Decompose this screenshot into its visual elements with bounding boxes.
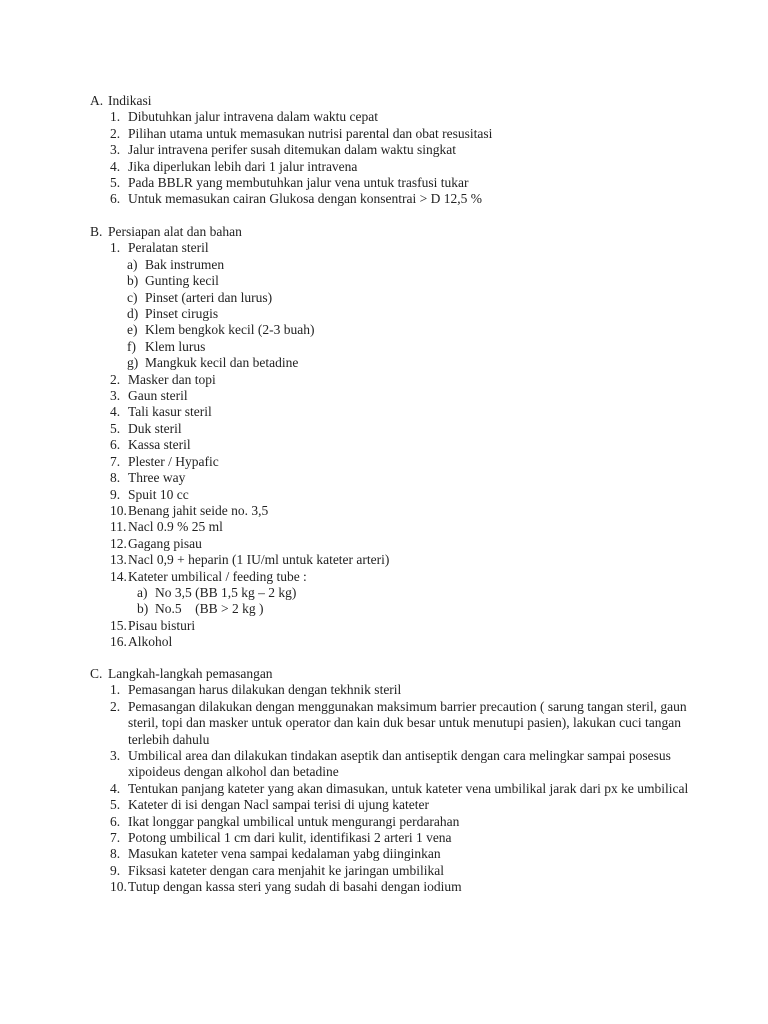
section-persiapan-alat: [90, 224, 690, 651]
sub-list-item: [90, 355, 690, 371]
item-text: No 3,5 (BB 1,5 kg – 2 kg): [155, 584, 297, 600]
sub-list-item: [90, 290, 690, 306]
list-item: [90, 175, 690, 191]
item-marker: 1.: [110, 109, 121, 125]
item-text: Spuit 10 cc: [128, 486, 189, 502]
list-item: [90, 240, 690, 256]
list-item: [90, 846, 690, 862]
sub-list-item: [90, 601, 690, 617]
list-item: [90, 569, 690, 585]
item-marker: 6.: [110, 813, 121, 829]
list-item: [90, 879, 690, 895]
list-item: [90, 388, 690, 404]
item-marker: 4.: [110, 158, 121, 174]
item-text: No.5 (BB > 2 kg ): [155, 601, 264, 617]
section-title: Persiapan alat dan bahan: [108, 224, 242, 239]
list-item: [90, 618, 690, 634]
section-heading: [90, 666, 690, 682]
list-item: [90, 863, 690, 879]
item-marker: 7.: [110, 830, 121, 846]
item-text: Tali kasur steril: [128, 404, 212, 420]
item-marker: f): [127, 338, 136, 354]
item-text: Tentukan panjang kateter yang akan dimasukan, untuk kateter vena umbilikal jarak dari px ke umbilical: [128, 780, 689, 796]
item-text: Untuk memasukan cairan Glukosa dengan konsentrai > D 12,5 %: [128, 191, 483, 207]
item-text: Pinset (arteri dan lurus): [145, 289, 273, 305]
list-item: [90, 487, 690, 503]
list-item: [90, 454, 690, 470]
item-marker: 5.: [110, 175, 121, 191]
item-marker: b): [127, 273, 139, 289]
item-marker: 3.: [110, 388, 121, 404]
item-marker: 13.: [110, 552, 127, 568]
item-text: Kassa steril: [128, 437, 191, 453]
item-marker: g): [127, 355, 139, 371]
item-marker: 10.: [110, 879, 127, 895]
item-marker: 16.: [110, 634, 127, 650]
item-text: Benang jahit seide no. 3,5: [128, 502, 269, 518]
list-item: [90, 109, 690, 125]
item-text: Jalur intravena perifer susah ditemukan dalam waktu singkat: [128, 142, 457, 158]
item-text: Umbilical area dan dilakukan tindakan aseptik dan antiseptik dengan cara melingkar sampai posesus xipoideus dengan alkohol dan betadine: [128, 748, 671, 780]
item-marker: c): [127, 289, 138, 305]
item-marker: 11.: [110, 519, 127, 535]
section-marker: B.: [90, 224, 103, 239]
item-text: Bak instrumen: [145, 256, 225, 272]
item-marker: 5.: [110, 797, 121, 813]
item-text: Three way: [128, 470, 186, 486]
item-marker: 5.: [110, 420, 121, 436]
item-marker: b): [137, 601, 149, 617]
list-item: [90, 126, 690, 142]
item-marker: 8.: [110, 470, 121, 486]
item-text: Plester / Hypafic: [128, 453, 219, 469]
item-marker: 15.: [110, 617, 127, 633]
list-item: [90, 814, 690, 830]
list-item: [90, 470, 690, 486]
item-text: Kateter umbilical / feeding tube :: [128, 568, 307, 584]
list-item: [90, 404, 690, 420]
sub-list-item: [90, 339, 690, 355]
list-item: [90, 797, 690, 813]
list-item: [90, 159, 690, 175]
item-marker: a): [127, 256, 138, 272]
section-title: Indikasi: [108, 93, 152, 108]
item-text: Pemasangan dilakukan dengan menggunakan maksimum barrier precaution ( sarung tangan steril, gaun steril, topi dan masker untuk operator dan kain duk besar untuk menutupi pasien), lakukan cuci tangan terlebih dahulu: [128, 698, 687, 747]
list-item: [90, 191, 690, 207]
item-text: Klem bengkok kecil (2-3 buah): [145, 322, 315, 338]
item-marker: 14.: [110, 568, 127, 584]
item-text: Potong umbilical 1 cm dari kulit, identifikasi 2 arteri 1 vena: [128, 830, 452, 846]
item-marker: 9.: [110, 862, 121, 878]
list-item: [90, 437, 690, 453]
section-indikasi: [90, 93, 690, 208]
item-text: Peralatan steril: [128, 240, 209, 256]
item-marker: 1.: [110, 240, 121, 256]
item-marker: 6.: [110, 191, 121, 207]
section-langkah-pemasangan: [90, 666, 690, 896]
sub-list-item: [90, 585, 690, 601]
section-heading: [90, 224, 690, 240]
sub-list-item: [90, 322, 690, 338]
item-text: Mangkuk kecil dan betadine: [145, 355, 299, 371]
list-item: [90, 519, 690, 535]
list-item: [90, 634, 690, 650]
list-item: [90, 372, 690, 388]
item-text: Pilihan utama untuk memasukan nutrisi parental dan obat resusitasi: [128, 125, 493, 141]
item-marker: 2.: [110, 371, 121, 387]
item-marker: 8.: [110, 846, 121, 862]
item-text: Nacl 0,9 + heparin (1 IU/ml untuk kateter arteri): [128, 552, 390, 568]
item-marker: a): [137, 584, 148, 600]
item-text: Gunting kecil: [145, 273, 219, 289]
item-marker: 2.: [110, 698, 121, 714]
item-text: Klem lurus: [145, 338, 206, 354]
list-item: [90, 748, 690, 781]
list-item: [90, 536, 690, 552]
item-marker: 3.: [110, 142, 121, 158]
list-item: [90, 781, 690, 797]
list-item: [90, 830, 690, 846]
item-marker: 10.: [110, 502, 127, 518]
item-text: Pada BBLR yang membutuhkan jalur vena untuk trasfusi tukar: [128, 175, 469, 191]
section-heading: [90, 93, 690, 109]
item-text: Nacl 0.9 % 25 ml: [128, 519, 223, 535]
item-marker: e): [127, 322, 138, 338]
item-text: Fiksasi kateter dengan cara menjahit ke jaringan umbilikal: [128, 862, 445, 878]
sub-list-item: [90, 257, 690, 273]
list-item: [90, 503, 690, 519]
sub-list-item: [90, 306, 690, 322]
section-marker: A.: [90, 93, 104, 108]
item-marker: 1.: [110, 682, 121, 698]
item-text: Tutup dengan kassa steri yang sudah di basahi dengan iodium: [128, 879, 462, 895]
item-text: Masker dan topi: [128, 371, 216, 387]
item-text: Gagang pisau: [128, 535, 202, 551]
list-item: [90, 699, 690, 748]
item-marker: 12.: [110, 535, 127, 551]
item-marker: 2.: [110, 125, 121, 141]
item-text: Masukan kateter vena sampai kedalaman yabg diinginkan: [128, 846, 441, 862]
item-text: Pemasangan harus dilakukan dengan tekhnik steril: [128, 682, 402, 698]
list-item: [90, 682, 690, 698]
sub-list-item: [90, 273, 690, 289]
item-text: Duk steril: [128, 420, 182, 436]
list-item: [90, 142, 690, 158]
item-marker: 4.: [110, 780, 121, 796]
item-text: Pinset cirugis: [145, 306, 219, 322]
item-text: Pisau bisturi: [128, 617, 196, 633]
item-marker: 6.: [110, 437, 121, 453]
section-marker: C.: [90, 666, 103, 681]
item-text: Ikat longgar pangkal umbilical untuk mengurangi perdarahan: [128, 813, 460, 829]
item-marker: 4.: [110, 404, 121, 420]
item-marker: 3.: [110, 748, 121, 764]
item-marker: d): [127, 306, 139, 322]
item-marker: 9.: [110, 486, 121, 502]
list-item: [90, 552, 690, 568]
item-text: Gaun steril: [128, 388, 188, 404]
list-item: [90, 421, 690, 437]
item-text: Alkohol: [128, 634, 173, 650]
item-marker: 7.: [110, 453, 121, 469]
item-text: Kateter di isi dengan Nacl sampai terisi di ujung kateter: [128, 797, 430, 813]
section-title: Langkah-langkah pemasangan: [108, 666, 273, 681]
item-text: Jika diperlukan lebih dari 1 jalur intravena: [128, 158, 358, 174]
item-text: Dibutuhkan jalur intravena dalam waktu cepat: [128, 109, 379, 125]
